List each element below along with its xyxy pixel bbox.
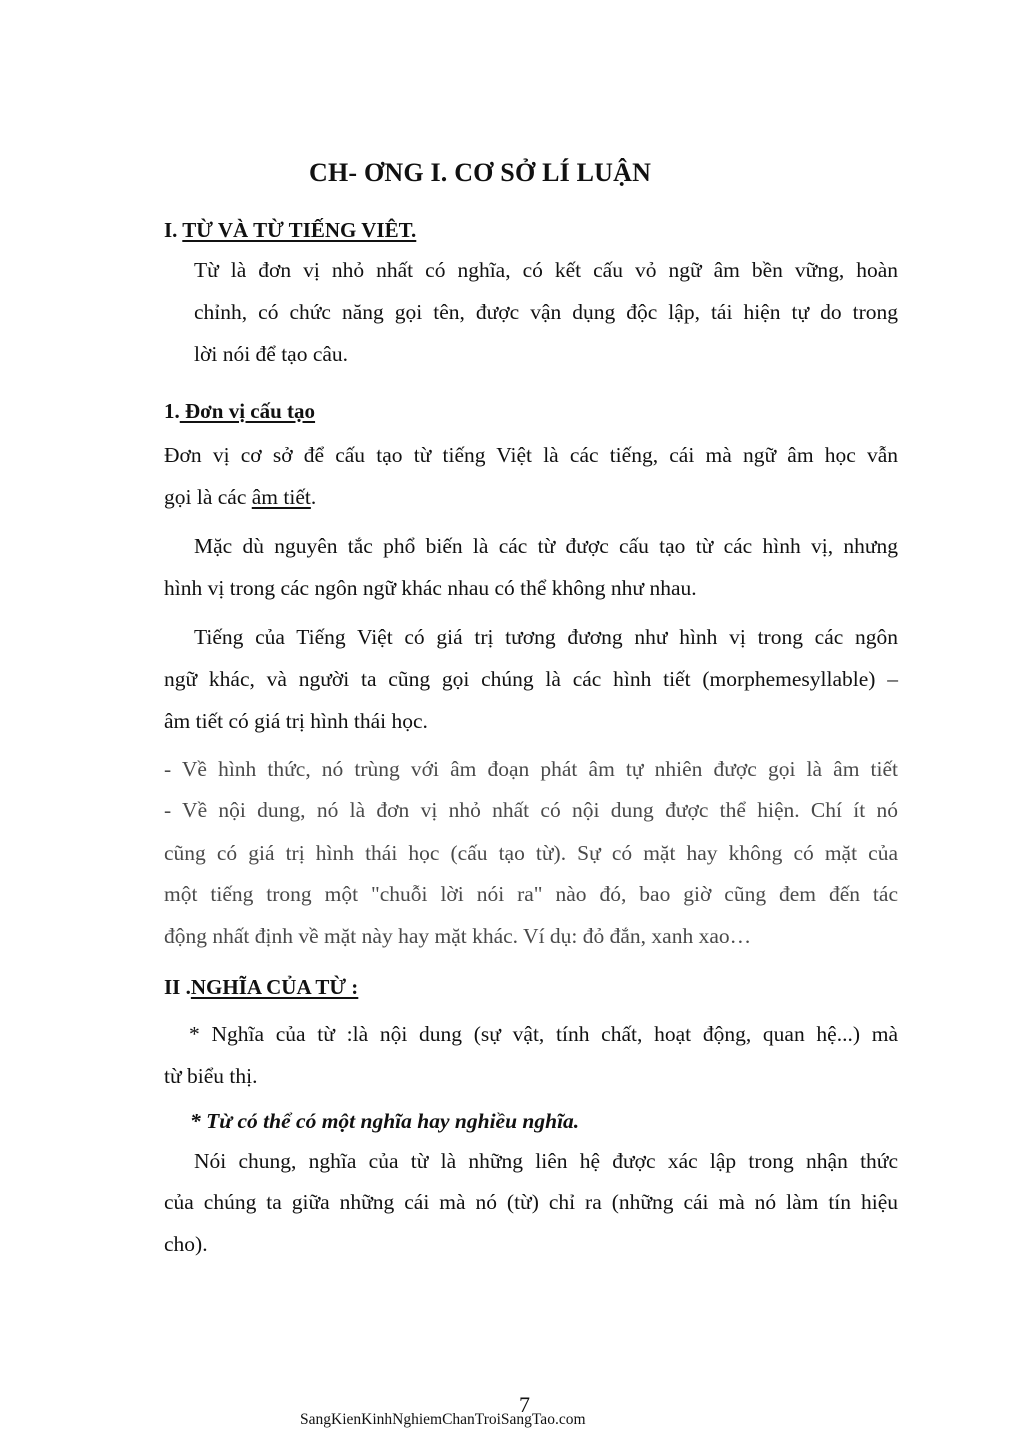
section-1-prefix: I. (164, 218, 183, 242)
footer-site-name: SangKienKinhNghiemChanTroiSangTao.com (300, 1411, 586, 1428)
section-1-line-3: lời nói để tạo câu. (194, 342, 349, 366)
section-2-para-line-3: cho). (164, 1232, 208, 1256)
section-1-line-1: Từ là đơn vị nhỏ nhất có nghĩa, có kết cấu vỏ ngữ âm bền vững, hoàn (194, 258, 898, 282)
para1-text-before: gọi là các (164, 485, 252, 509)
am-tiet-term: âm tiết (251, 485, 311, 509)
subsection-1-para1-line-2 (164, 487, 316, 509)
subsection-1-prefix: 1. (164, 399, 180, 423)
subsection-1-para3-line-3: âm tiết có giá trị hình thái học. (164, 709, 428, 733)
section-2-title: NGHĨA CỦA TỪ : (190, 975, 359, 999)
subsection-1-title: Đơn vị cấu tạo (179, 399, 316, 423)
section-2-para-line-2: của chúng ta giữa những cái mà nó (từ) chỉ ra (những cái mà nó làm tín hiệu (164, 1190, 898, 1214)
section-1-title: TỪ VÀ TỪ TIẾNG VIÊT. (182, 218, 417, 242)
section-1-heading (164, 218, 416, 243)
bullet-line-5: động nhất định về mặt này hay mặt khác. Ví dụ: đỏ đắn, xanh xao… (164, 924, 752, 948)
section-2-prefix: II . (164, 975, 191, 999)
section-2-heading (164, 975, 358, 1000)
subsection-1-heading (164, 399, 315, 424)
page-number: 7 (519, 1392, 530, 1417)
section-1-line-2: chỉnh, có chức năng gọi tên, được vận dụng độc lập, tái hiện tự do trong (194, 300, 898, 324)
section-2-def-line-2: từ biểu thị. (164, 1064, 258, 1088)
section-2-def-line-1: * Nghĩa của từ :là nội dung (sự vật, tính chất, hoạt động, quan hệ...) mà (189, 1022, 898, 1046)
subsection-1-para3-line-1: Tiếng của Tiếng Việt có giá trị tương đương như hình vị trong các ngôn (194, 625, 898, 649)
subsection-1-para2-line-2: hình vị trong các ngôn ngữ khác nhau có thể không như nhau. (164, 576, 697, 600)
bullet-line-1: - Về hình thức, nó trùng với âm đoạn phát âm tự nhiên được gọi là âm tiết (164, 757, 898, 781)
section-2-emphasis: * Từ có thể có một nghĩa hay nghiều nghĩa. (190, 1109, 580, 1133)
bullet-line-4: một tiếng trong một "chuỗi lời nói ra" nào đó, bao giờ cũng đem đến tác (164, 882, 898, 906)
chapter-title: CH- ƠNG I. CƠ SỞ LÍ LUẬN (309, 158, 652, 187)
bullet-line-3: cũng có giá trị hình thái học (cấu tạo từ). Sự có mặt hay không có mặt của (164, 841, 898, 865)
section-2-para-line-1: Nói chung, nghĩa của từ là những liên hệ được xác lập trong nhận thức (194, 1149, 898, 1173)
subsection-1-para1-line-1: Đơn vị cơ sở để cấu tạo từ tiếng Việt là các tiếng, cái mà ngữ âm học vẫn (164, 443, 898, 467)
subsection-1-para3-line-2: ngữ khác, và người ta cũng gọi chúng là các hình tiết (morphemesyllable) – (164, 667, 898, 691)
bullet-line-2: - Về nội dung, nó là đơn vị nhỏ nhất có nội dung được thể hiện. Chí ít nó (164, 798, 898, 822)
subsection-1-para2-line-1: Mặc dù nguyên tắc phổ biến là các từ được cấu tạo từ các hình vị, nhưng (194, 534, 898, 558)
para1-text-after: . (310, 485, 317, 509)
